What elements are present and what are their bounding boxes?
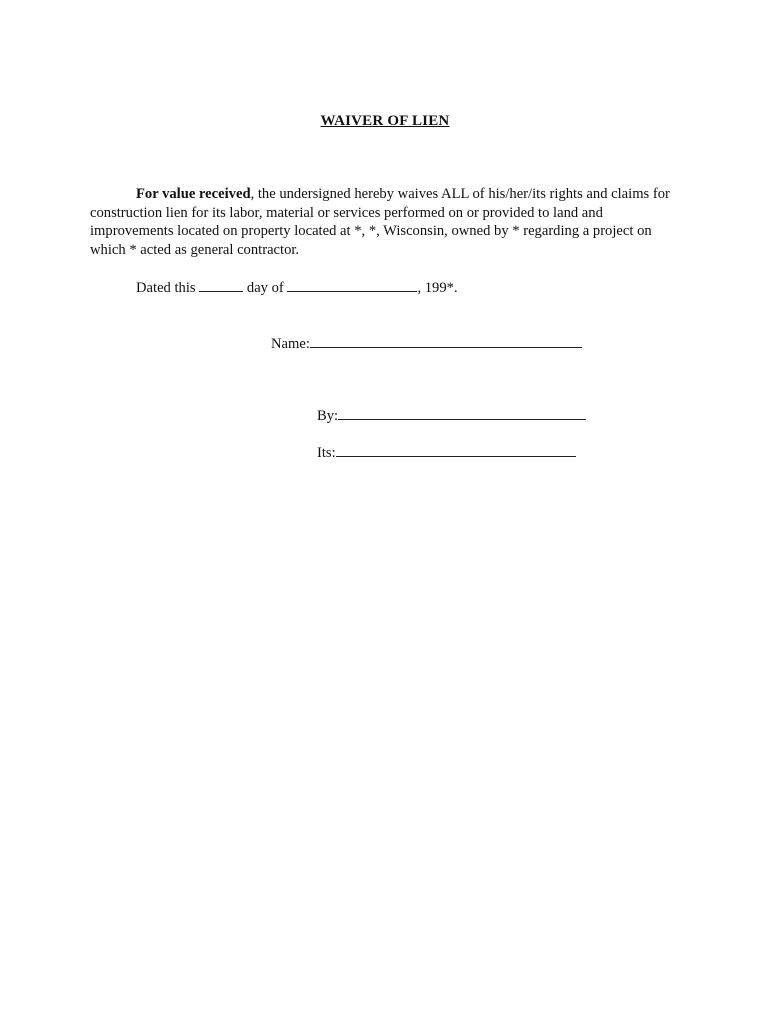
dated-suffix: , 199*. bbox=[417, 280, 458, 296]
by-line bbox=[317, 406, 586, 425]
name-line bbox=[271, 334, 582, 353]
name-label: Name: bbox=[271, 336, 310, 352]
its-label: Its: bbox=[317, 445, 336, 461]
month-blank[interactable] bbox=[287, 278, 417, 292]
by-blank[interactable] bbox=[338, 406, 586, 420]
its-blank[interactable] bbox=[336, 443, 576, 457]
document-title: WAIVER OF LIEN bbox=[320, 113, 450, 129]
by-label: By: bbox=[317, 408, 339, 424]
dated-prefix: Dated this bbox=[136, 280, 196, 296]
body-lead: For value received bbox=[136, 186, 251, 202]
its-line bbox=[317, 443, 576, 462]
name-blank[interactable] bbox=[310, 334, 582, 348]
dated-line bbox=[136, 278, 458, 297]
waiver-paragraph bbox=[90, 185, 690, 259]
body-text: , the undersigned hereby waives ALL of his/her/its rights and claims for construction lien for its labor, material or services performed on or provided to land and improvements located on property located at *, *, Wisconsin, owned by * regarding a project on which * acted as general contractor. bbox=[90, 186, 670, 258]
day-blank[interactable] bbox=[199, 278, 243, 292]
dated-middle: day of bbox=[246, 280, 284, 296]
